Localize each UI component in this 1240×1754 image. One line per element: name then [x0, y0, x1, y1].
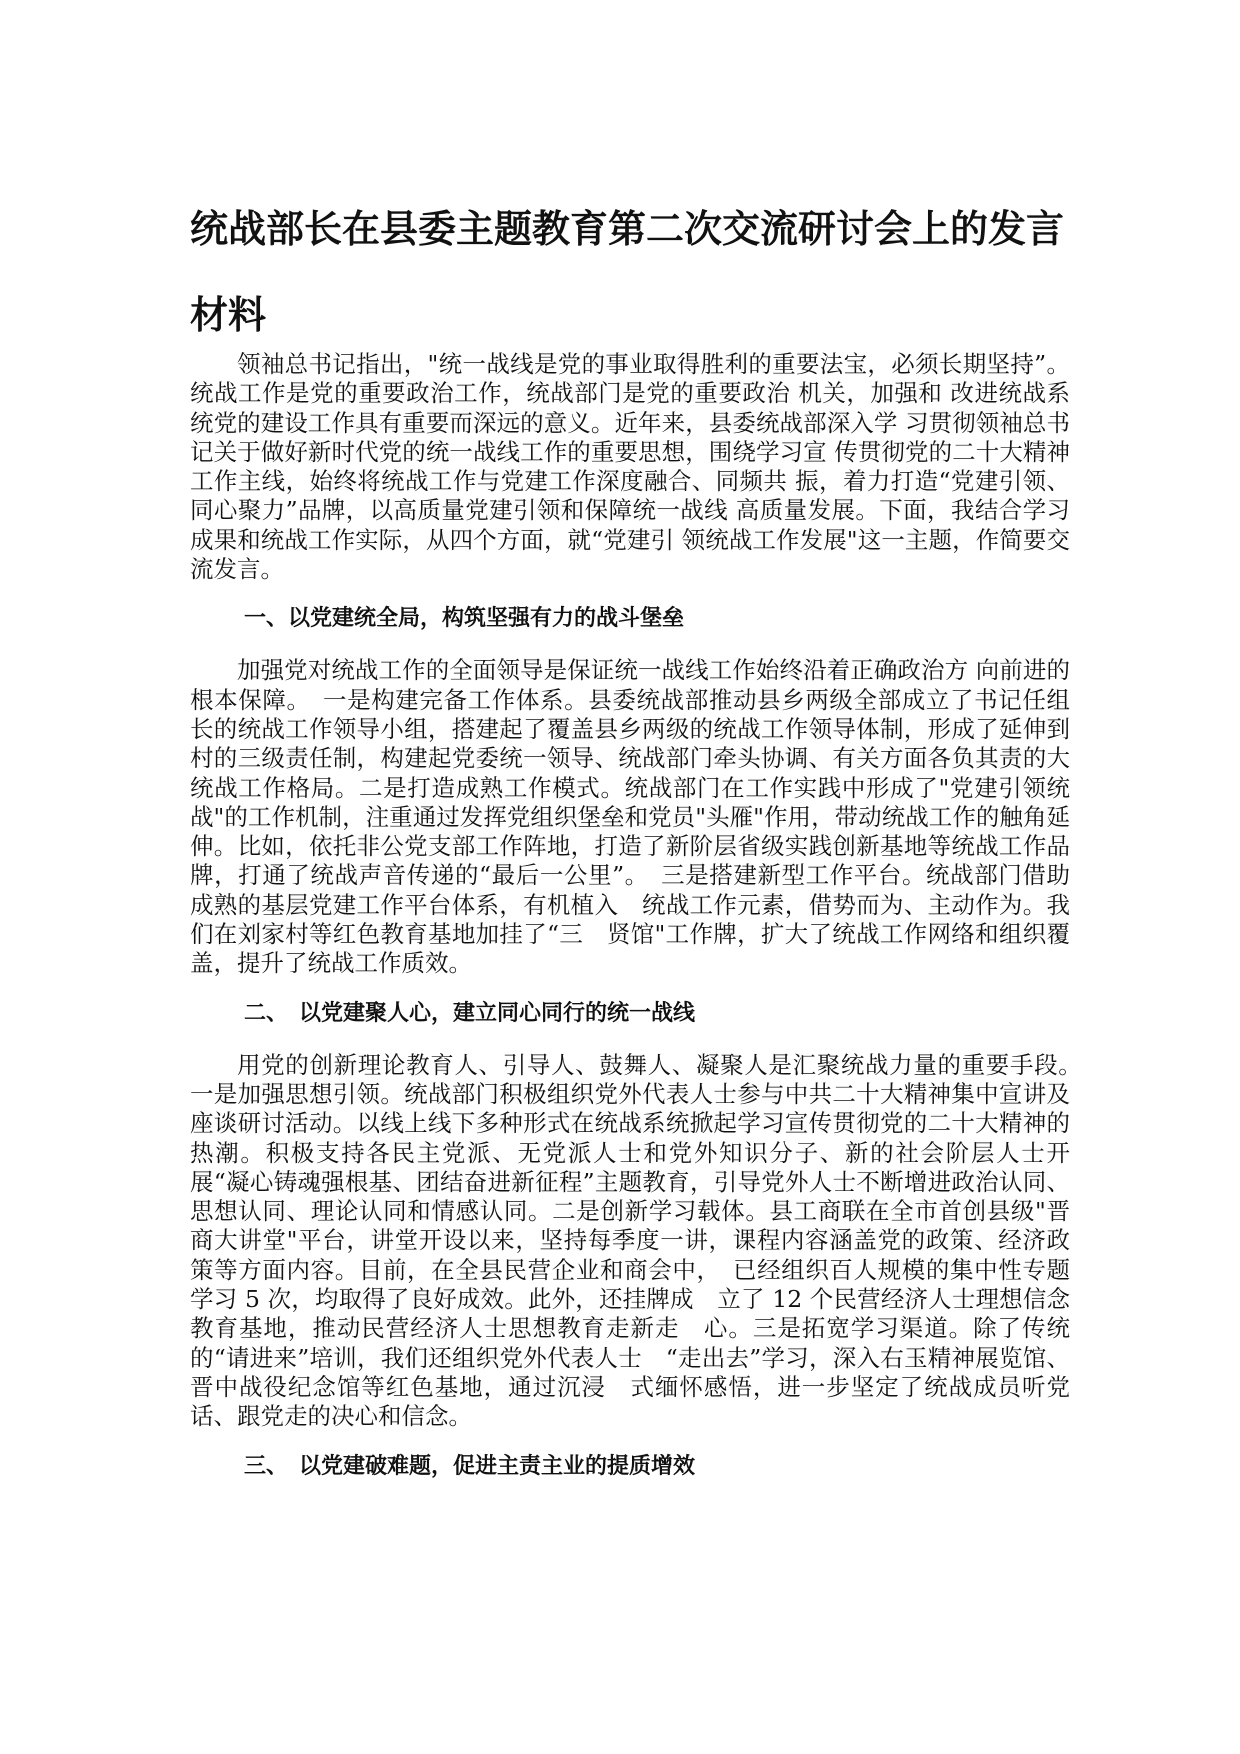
document-title: 统战部长在县委主题教育第二次交流研讨会上的发言材料	[190, 207, 1065, 337]
section-heading-3: 三、 以党建破难题，促进主责主业的提质增效	[244, 1453, 696, 1479]
section-heading-1: 一、以党建统全局，构筑坚强有力的战斗堡垒	[244, 606, 685, 632]
document-body	[190, 350, 1094, 1504]
section-heading-2: 二、 以党建聚人心，建立同心同行的统一战线	[244, 1000, 696, 1026]
section-body-2: 用党的创新理论教育人、引导人、鼓舞人、凝聚人是汇聚统战力量的重要手段。 一是加强思想引领。统战部门积极组织党外代表人士参与中共二十大精神集中宣讲及座谈研讨活动。以线上线下多种形式在统战系统掀起学习宣传贯彻党的二十大精神的热潮。积极支持各民主党派、无党派人士和党外知识分子、新的社会阶层人士开展“凝心铸魂强根基、团结奋进新征程”主题教育，引导党外人士不断增进政治认同、思想认同、理论认同和情感认同。二是创新学习载体。县工商联在全市首创县级"晋商大讲堂"平台，讲堂开设以来，坚持每季度一讲，课程内容涵盖党的政策、经济政策等方面内容。目前，在全县民营企业和商会中， 已经组织百人规模的集中性专题学习 5 次，均取得了良好成效。此外，还挂牌成 立了 12 个民营经济人士理想信念教育基地，推动民营经济人士思想教育走新走 心。三是拓宽学习渠道。除了传统的“请进来”培训，我们还组织党外代表人士 “走出去”学习，深入右玉精神展览馆、晋中战役纪念馆等红色基地，通过沉浸 式缅怀感悟，进一步坚定了统战成员听党话、跟党走的决心和信念。	[190, 1050, 1094, 1431]
section-body-1: 加强党对统战工作的全面领导是保证统一战线工作始终沿着正确政治方 向前进的根本保障。 一是构建完备工作体系。县委统战部推动县乡两级全部成立了书记任组长的统战工作领导小组，搭建起了覆盖县乡两级的统战工作领导体制，形成了延伸到村的三级责任制，构建起党委统一领导、统战部门牵头协调、有关方面各负其责的大统战工作格局。二是打造成熟工作模式。统战部门在工作实践中形成了"党建引领统战"的工作机制，注重通过发挥党组织堡垒和党员"头雁"作用，带动统战工作的触角延伸。比如，依托非公党支部工作阵地，打造了新阶层省级实践创新基地等统战工作品牌，打通了统战声音传递的“最后一公里”。 三是搭建新型工作平台。统战部门借助成熟的基层党建工作平台体系，有机植入 统战工作元素，借势而为、主动作为。我们在刘家村等红色教育基地加挂了“三 贤馆"工作牌，扩大了统战工作网络和组织覆盖，提升了统战工作质效。	[190, 656, 1070, 978]
intro-paragraph: 领袖总书记指出，"统一战线是党的事业取得胜利的重要法宝，必须长期坚持”。统战工作是党的重要政治工作，统战部门是党的重要政治 机关，加强和 改进统战系统党的建设工作具有重要而深远的意义。近年来，县委统战部深入学 习贯彻领袖总书记关于做好新时代党的统一战线工作的重要思想，围绕学习宣 传贯彻党的二十大精神工作主线，始终将统战工作与党建工作深度融合、同频共 振，着力打造“党建引领、同心聚力”品牌，以高质量党建引领和保障统一战线 高质量发展。下面，我结合学习成果和统战工作实际，从四个方面，就“党建引 领统战工作发展"这一主题，作简要交流发言。	[190, 350, 1070, 584]
